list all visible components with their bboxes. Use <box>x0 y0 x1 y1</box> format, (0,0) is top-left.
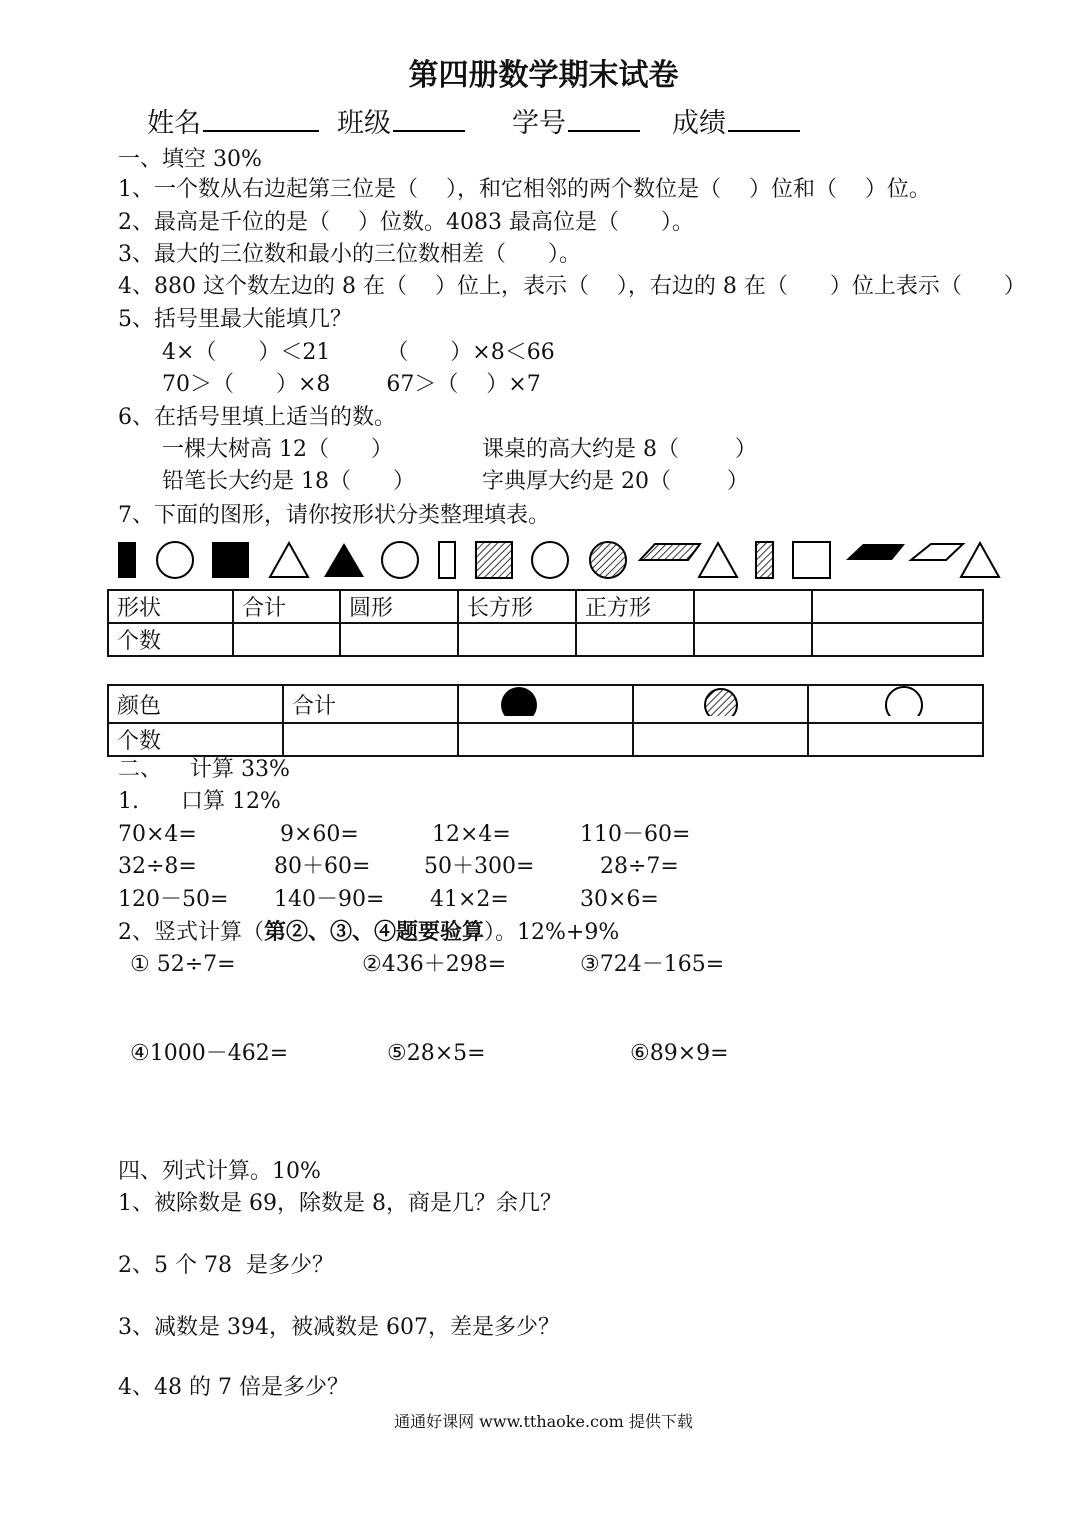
question-1-7: 7、下面的图形，请你按形状分类整理填表。 <box>118 503 550 528</box>
question-1-1: 1、一个数从右边起第三位是（ ），和它相邻的两个数位是（ ）位和（ ）位。 <box>118 177 931 202</box>
question-4-1: 1、被除数是 69，除数是 8，商是几？余几？ <box>118 1191 562 1216</box>
white-triangle-icon <box>961 543 999 577</box>
black-circle-icon <box>459 686 634 716</box>
class-label: 班级 <box>337 108 391 139</box>
table-cell: 个数 <box>108 623 233 656</box>
table-cell[interactable] <box>812 623 983 656</box>
black-square-icon <box>212 542 249 578</box>
question-1-6: 6、在括号里填上适当的数。 <box>118 405 396 430</box>
hatched-parallelogram-icon <box>640 544 700 560</box>
table-cell[interactable] <box>340 623 458 656</box>
class-field <box>337 106 465 138</box>
shape-table <box>107 589 984 657</box>
table-cell[interactable] <box>576 623 694 656</box>
hatched-circle-icon <box>590 542 626 578</box>
name-blank[interactable] <box>203 106 319 132</box>
sub2-text: ）。12%+9% <box>484 920 620 945</box>
oral-item: 140－90= <box>274 887 385 912</box>
table-cell[interactable] <box>458 623 576 656</box>
score-label: 成绩 <box>672 108 726 139</box>
oral-item: 70×4= <box>118 822 197 847</box>
oral-item: 41×2= <box>430 887 509 912</box>
page-title: 第四册数学期末试卷 <box>408 58 679 93</box>
hatched-circle-icon <box>634 686 809 716</box>
table-cell[interactable] <box>458 723 633 756</box>
black-triangle-icon <box>324 543 364 577</box>
table-cell: 圆形 <box>340 590 458 623</box>
table-row <box>108 623 983 656</box>
section2-sub2 <box>118 918 619 947</box>
shapes-row <box>108 536 1008 586</box>
table-row <box>108 685 983 723</box>
oral-item: 32÷8= <box>118 854 197 879</box>
table-cell <box>808 685 983 723</box>
table-cell: 颜色 <box>108 685 283 723</box>
table-cell: 正方形 <box>576 590 694 623</box>
vertical-calc-item: ① 52÷7= <box>130 952 236 977</box>
question-1-6-b: 课桌的高大约是 8（ ） <box>482 437 757 462</box>
question-1-5-line-b: 70＞（ ）×8 67＞（ ）×7 <box>162 372 541 397</box>
score-blank[interactable] <box>728 106 800 132</box>
section2-header: 二、 计算 33% <box>118 757 290 782</box>
white-circle-icon <box>157 542 193 578</box>
white-triangle-icon <box>699 543 737 577</box>
question-1-2: 2、最高是千位的是（ ）位数。4083 最高位是（ ）。 <box>118 210 694 235</box>
oral-item: 30×6= <box>580 887 659 912</box>
vertical-calc-item: ④1000－462= <box>130 1041 289 1066</box>
section1-header: 一、填空 30% <box>118 147 262 172</box>
color-table <box>107 684 984 757</box>
oral-item: 12×4= <box>432 822 511 847</box>
table-cell: 合计 <box>233 590 340 623</box>
vertical-calc-item: ⑥89×9= <box>630 1041 729 1066</box>
oral-item: 50＋300= <box>424 854 535 879</box>
vertical-calc-item: ③724－165= <box>580 952 725 977</box>
table-cell: 长方形 <box>458 590 576 623</box>
sub2-bold-text: 第②、③、④题要验算 <box>264 919 485 945</box>
oral-item: 28÷7= <box>600 854 679 879</box>
table-cell[interactable] <box>633 723 808 756</box>
vertical-calc-item: ②436＋298= <box>362 952 507 977</box>
table-row <box>108 723 983 756</box>
table-cell[interactable] <box>694 623 812 656</box>
oral-item: 120－50= <box>118 887 229 912</box>
question-1-3: 3、最大的三位数和最小的三位数相差（ ）。 <box>118 242 581 267</box>
question-4-3: 3、减数是 394，被减数是 607，差是多少？ <box>118 1315 560 1340</box>
table-cell[interactable] <box>812 590 983 623</box>
white-square-icon <box>793 542 830 578</box>
question-1-6-a: 一棵大树高 12（ ） <box>162 437 393 462</box>
question-1-5: 5、括号里最大能填几？ <box>118 307 352 332</box>
white-circle-icon <box>382 542 418 578</box>
table-cell: 形状 <box>108 590 233 623</box>
name-label: 姓名 <box>147 108 201 139</box>
black-parallelogram-icon <box>846 544 905 560</box>
white-triangle-icon <box>270 543 308 577</box>
oral-item: 110－60= <box>580 822 691 847</box>
oral-item: 80＋60= <box>274 854 371 879</box>
id-blank[interactable] <box>568 106 640 132</box>
hatched-square-icon <box>476 542 512 578</box>
table-cell <box>458 685 633 723</box>
table-cell[interactable] <box>283 723 458 756</box>
table-cell: 合计 <box>283 685 458 723</box>
class-blank[interactable] <box>393 106 465 132</box>
white-circle-icon <box>809 686 984 716</box>
question-1-5-line-a: 4×（ ）＜21 （ ）×8＜66 <box>162 340 555 365</box>
section2-sub1: 1. 口算 12% <box>118 789 281 814</box>
sub2-text: 2、竖式计算（ <box>118 920 264 945</box>
score-field <box>672 106 800 138</box>
question-1-4: 4、880 这个数左边的 8 在（ ）位上，表示（ ），右边的 8 在（ ）位上表示（ ） <box>118 274 1026 299</box>
vertical-calc-item: ⑤28×5= <box>387 1041 486 1066</box>
table-row <box>108 590 983 623</box>
table-cell: 个数 <box>108 723 283 756</box>
white-circle-icon <box>532 542 568 578</box>
table-cell[interactable] <box>694 590 812 623</box>
oral-item: 9×60= <box>280 822 359 847</box>
name-field <box>147 106 319 138</box>
question-1-6-d: 字典厚大约是 20（ ） <box>482 469 749 494</box>
black-rectangle-icon <box>118 542 136 578</box>
table-cell <box>633 685 808 723</box>
id-field <box>512 106 640 138</box>
id-label: 学号 <box>512 108 566 139</box>
question-1-6-c: 铅笔长大约是 18（ ） <box>162 469 415 494</box>
section4-header: 四、列式计算。10% <box>118 1159 321 1184</box>
question-4-2: 2、5 个 78 是多少？ <box>118 1253 334 1278</box>
table-cell[interactable] <box>808 723 983 756</box>
footer-text: 通通好课网 www.tthaoke.com 提供下载 <box>394 1412 693 1431</box>
question-4-4: 4、48 的 7 倍是多少？ <box>118 1375 349 1400</box>
white-rectangle-icon <box>439 542 455 578</box>
hatched-rectangle-icon <box>756 542 773 578</box>
table-cell[interactable] <box>233 623 340 656</box>
white-parallelogram-icon <box>911 544 963 560</box>
